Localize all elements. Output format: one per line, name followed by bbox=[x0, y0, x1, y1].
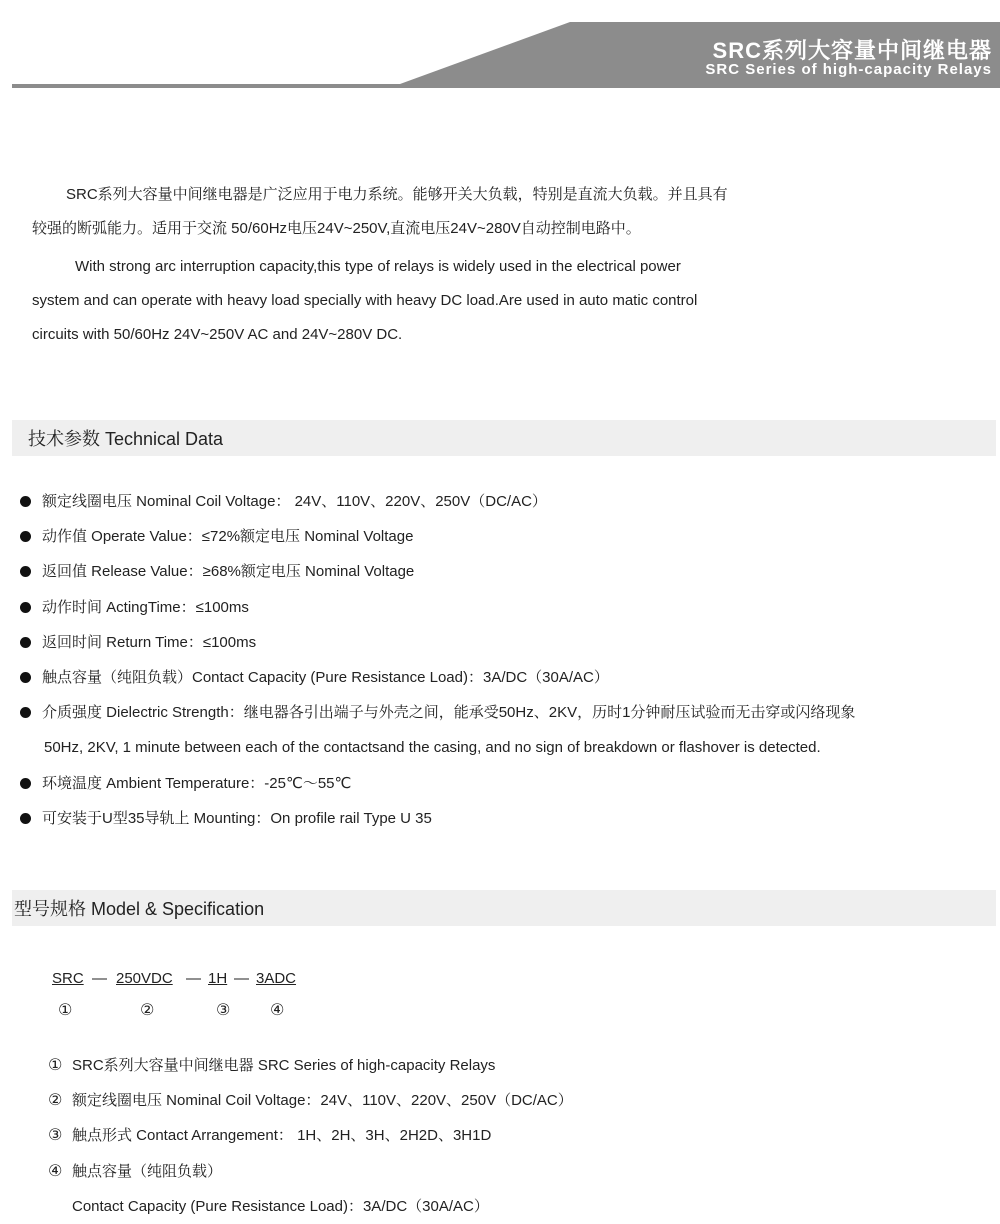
code-part-contact: 1H bbox=[208, 970, 228, 987]
bullet-icon bbox=[20, 672, 31, 683]
marker: ① bbox=[58, 1002, 73, 1019]
code-part-series: SRC bbox=[52, 970, 84, 987]
intro-en-line1: With strong arc interruption capacity,this type of relays is widely used in the electrical power bbox=[75, 258, 681, 275]
list-item: 环境温度 Ambient Temperature：-25℃～55℃ bbox=[20, 766, 990, 801]
marker: ③ bbox=[216, 1002, 231, 1019]
list-item: ① SRC系列大容量中间继电器 SRC Series of high-capacity Relays bbox=[48, 1057, 496, 1074]
bullet-icon bbox=[20, 602, 31, 613]
intro-zh-line1: SRC系列大容量中间继电器是广泛应用于电力系统。能够开关大负载，特别是直流大负载。并且具有 bbox=[66, 186, 728, 203]
technical-heading-bar bbox=[12, 420, 996, 456]
list-item: ④ 触点容量（纯阻负载） bbox=[48, 1162, 223, 1180]
intro-zh-line2: 较强的断弧能力。适用于交流 50/60Hz电压24V~250V,直流电压24V~280V自动控制电路中。 bbox=[32, 220, 641, 237]
list-item: 返回值 Release Value：≥68%额定电压 Nominal Voltage bbox=[20, 554, 990, 589]
list-item: 动作时间 ActingTime：≤100ms bbox=[20, 590, 990, 625]
intro-zh bbox=[32, 178, 812, 246]
bullet-icon bbox=[20, 813, 31, 824]
page-subtitle: SRC Series of high-capacity Relays bbox=[705, 61, 992, 78]
bullet-icon bbox=[20, 566, 31, 577]
code-dash: — bbox=[92, 970, 107, 987]
list-item-continuation: 50Hz, 2KV, 1 minute between each of the contactsand the casing, and no sign of breakdown or flashover is detected. bbox=[44, 739, 821, 757]
marker: ② bbox=[140, 1002, 155, 1019]
model-heading: 型号规格 Model & Specification bbox=[14, 899, 265, 919]
list-item: 额定线圈电压 Nominal Coil Voltage： 24V、110V、220V、250V（DC/AC） bbox=[20, 484, 990, 519]
code-part-capacity: 3ADC bbox=[256, 970, 297, 987]
code-part-voltage: 250VDC bbox=[116, 970, 173, 987]
technical-list bbox=[20, 484, 990, 836]
bullet-icon bbox=[20, 531, 31, 542]
technical-heading: 技术参数 Technical Data bbox=[28, 429, 224, 449]
list-item: 返回时间 Return Time：≤100ms bbox=[20, 625, 990, 660]
intro-en bbox=[32, 250, 812, 352]
list-item-continuation: Contact Capacity (Pure Resistance Load)：3A/DC（30A/AC） bbox=[72, 1197, 489, 1215]
marker: ④ bbox=[270, 1002, 285, 1019]
intro-en-line3: circuits with 50/60Hz 24V~250V AC and 24V~280V DC. bbox=[32, 326, 403, 343]
code-dash: — bbox=[234, 970, 249, 987]
spec-list bbox=[48, 1048, 573, 1224]
list-item: ② 额定线圈电压 Nominal Coil Voltage：24V、110V、220V、250V（DC/AC） bbox=[48, 1092, 573, 1110]
bullet-icon bbox=[20, 707, 31, 718]
model-heading-bar bbox=[12, 890, 996, 926]
bullet-icon bbox=[20, 778, 31, 789]
list-item: 触点容量（纯阻负载）Contact Capacity (Pure Resistance Load)：3A/DC（30A/AC） bbox=[20, 660, 990, 695]
code-dash: — bbox=[186, 970, 201, 987]
list-item: ③ 触点形式 Contact Arrangement： 1H、2H、3H、2H2D、3H1D bbox=[48, 1127, 492, 1145]
list-item: 可安装于U型35导轨上 Mounting：On profile rail Type U 35 bbox=[20, 801, 990, 836]
page-title: SRC系列大容量中间继电器 bbox=[712, 38, 992, 63]
list-item: 介质强度 Dielectric Strength：继电器各引出端子与外壳之间，能承受50Hz、2KV，历时1分钟耐压试验而无击穿或闪络现象 bbox=[20, 695, 990, 730]
bullet-icon bbox=[20, 496, 31, 507]
bullet-icon bbox=[20, 637, 31, 648]
list-item: 动作值 Operate Value：≤72%额定电压 Nominal Voltage bbox=[20, 519, 990, 554]
intro-en-line2: system and can operate with heavy load specially with heavy DC load.Are used in auto matic control bbox=[32, 292, 698, 309]
